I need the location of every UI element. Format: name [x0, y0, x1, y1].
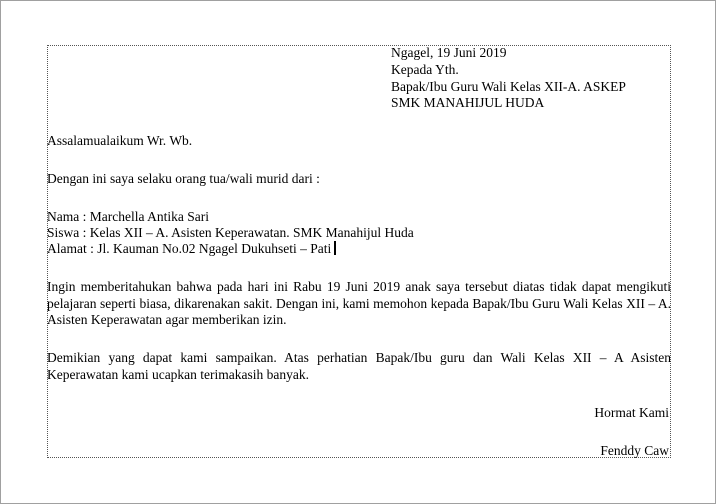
body-paragraph: Ingin memberitahukan bahwa pada hari ini Rabu 19 Juni 2019 anak saya tersebut diatas tidak dapat mengikuti pelajaran seperti biasa, dikarenakan sakit. Dengan ini, kami memohon kepada Bapak/Ibu Guru Wali Kelas XII – A. Asisten Keperawatan agar memberikan izin.: [47, 279, 671, 327]
closing-paragraph: Demikian yang dapat kami sampaikan. Atas perhatian Bapak/Ibu guru dan Wali Kelas XII – A Asisten Keperawatan kami ucapkan terimakasih banyak.: [47, 350, 671, 382]
siswa-line: Siswa : Kelas XII – A. Asisten Keperawatan. SMK Manahijul Huda: [47, 225, 414, 240]
greeting: Assalamualaikum Wr. Wb.: [47, 133, 193, 148]
school-line: SMK MANAHIJUL HUDA: [391, 95, 545, 110]
alamat-line: Alamat : Jl. Kauman No.02 Ngagel Dukuhseti – Pati: [47, 241, 332, 256]
intro-line: Dengan ini saya selaku orang tua/wali murid dari :: [47, 171, 320, 186]
date-line: Ngagel, 19 Juni 2019: [391, 45, 507, 60]
regards-line: Hormat Kami: [594, 405, 669, 420]
alamat-row: [47, 241, 336, 257]
text-cursor: [334, 241, 336, 255]
recipient-line: Bapak/Ibu Guru Wali Kelas XII-A. ASKEP: [391, 79, 626, 94]
nama-line: Nama : Marchella Antika Sari: [47, 209, 209, 224]
to-line: Kepada Yth.: [391, 62, 459, 77]
signature-line: Fenddy Caw: [600, 443, 669, 458]
